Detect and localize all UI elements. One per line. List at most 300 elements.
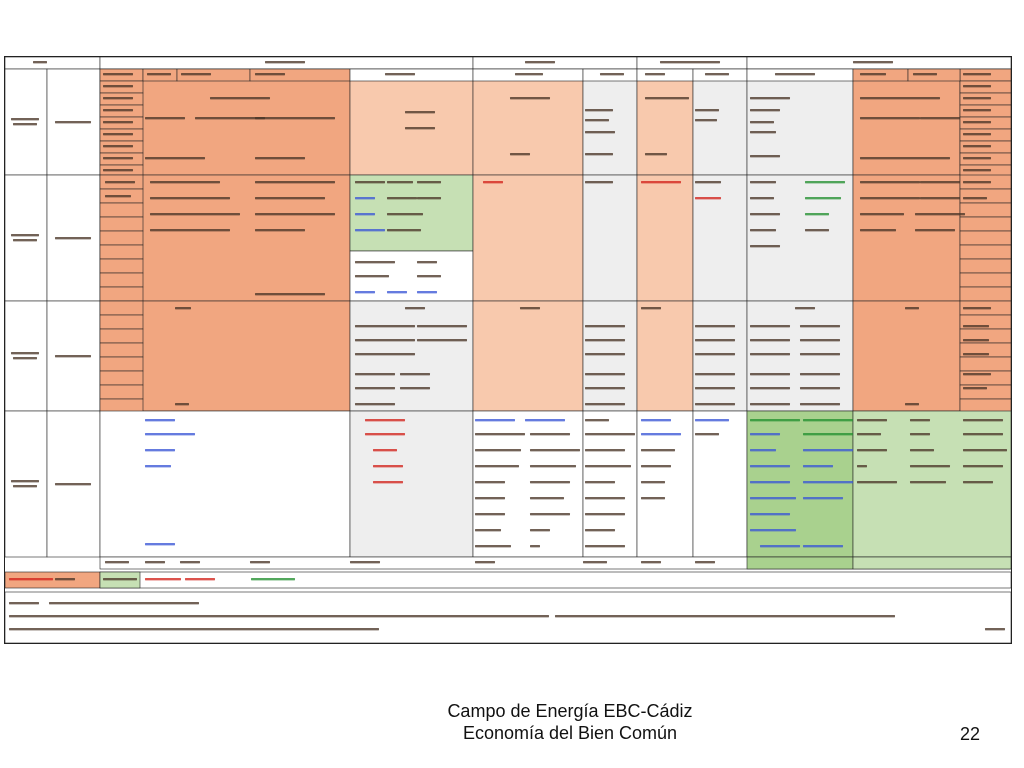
slide-footer-title bbox=[380, 700, 760, 744]
table-cell bbox=[637, 69, 693, 175]
blurred-text-stroke bbox=[803, 545, 843, 547]
table-cell bbox=[350, 411, 473, 557]
footer-line-1: Campo de Energía EBC-Cádiz bbox=[447, 701, 693, 721]
blurred-text-stroke bbox=[750, 109, 780, 111]
blurred-text-stroke bbox=[800, 373, 840, 375]
header-cell bbox=[473, 57, 637, 69]
blurred-text-stroke bbox=[387, 197, 417, 199]
blurred-text-stroke bbox=[641, 419, 671, 421]
blurred-text-stroke bbox=[530, 513, 570, 515]
blurred-text-stroke bbox=[585, 545, 625, 547]
blurred-text-stroke bbox=[145, 449, 175, 451]
blurred-text-stroke bbox=[9, 615, 549, 617]
blurred-text-stroke bbox=[857, 465, 867, 467]
blurred-text-stroke bbox=[750, 325, 790, 327]
blurred-text-stroke bbox=[857, 419, 887, 421]
table-cell bbox=[100, 301, 143, 315]
blurred-text-stroke bbox=[963, 169, 991, 171]
blurred-text-stroke bbox=[963, 181, 991, 183]
blurred-text-stroke bbox=[11, 234, 39, 236]
blurred-text-stroke bbox=[355, 291, 375, 293]
blurred-text-stroke bbox=[387, 291, 407, 293]
blurred-text-stroke bbox=[750, 339, 790, 341]
blurred-text-stroke bbox=[355, 229, 385, 231]
blurred-text-stroke bbox=[103, 109, 133, 111]
blurred-text-stroke bbox=[750, 353, 790, 355]
blurred-text-stroke bbox=[147, 73, 171, 75]
blurred-text-stroke bbox=[803, 497, 843, 499]
blurred-text-stroke bbox=[530, 481, 570, 483]
row-label-cell bbox=[5, 175, 47, 301]
blurred-text-stroke bbox=[365, 419, 405, 421]
blurred-text-stroke bbox=[475, 449, 521, 451]
blurred-text-stroke bbox=[55, 578, 75, 580]
blurred-text-stroke bbox=[805, 197, 841, 199]
blurred-text-stroke bbox=[750, 403, 790, 405]
blurred-text-stroke bbox=[857, 481, 897, 483]
table-cell bbox=[473, 69, 583, 175]
header-cell bbox=[5, 57, 100, 69]
blurred-text-stroke bbox=[255, 157, 305, 159]
blurred-text-stroke bbox=[803, 481, 853, 483]
blurred-text-stroke bbox=[641, 481, 665, 483]
table-cell bbox=[960, 217, 1011, 231]
blurred-text-stroke bbox=[150, 213, 240, 215]
table-cell bbox=[100, 411, 350, 557]
blurred-text-stroke bbox=[905, 307, 919, 309]
page-number: 22 bbox=[960, 724, 981, 744]
blurred-text-stroke bbox=[645, 97, 689, 99]
blurred-text-stroke bbox=[355, 261, 395, 263]
blurred-text-stroke bbox=[583, 561, 607, 563]
blurred-text-stroke bbox=[13, 239, 37, 241]
blurred-text-stroke bbox=[695, 339, 735, 341]
blurred-text-stroke bbox=[417, 181, 441, 183]
blurred-text-stroke bbox=[585, 433, 635, 435]
blurred-text-stroke bbox=[417, 339, 467, 341]
blurred-text-stroke bbox=[175, 403, 189, 405]
blurred-text-stroke bbox=[11, 352, 39, 354]
blurred-text-stroke bbox=[585, 497, 625, 499]
blurred-text-stroke bbox=[963, 85, 991, 87]
blurred-text-stroke bbox=[555, 615, 895, 617]
blurred-text-stroke bbox=[641, 307, 661, 309]
blurred-text-stroke bbox=[525, 419, 565, 421]
blurred-text-stroke bbox=[660, 61, 720, 63]
table-cell bbox=[960, 357, 1011, 371]
blurred-text-stroke bbox=[195, 117, 265, 119]
blurred-text-stroke bbox=[645, 73, 665, 75]
blurred-text-stroke bbox=[530, 529, 550, 531]
blurred-text-stroke bbox=[405, 111, 435, 113]
table-cell bbox=[960, 203, 1011, 217]
blurred-text-stroke bbox=[857, 433, 881, 435]
blurred-text-stroke bbox=[350, 561, 380, 563]
blurred-text-stroke bbox=[105, 195, 131, 197]
blurred-text-stroke bbox=[585, 353, 625, 355]
blurred-text-stroke bbox=[695, 325, 735, 327]
blurred-text-stroke bbox=[417, 197, 441, 199]
table-cell bbox=[853, 301, 960, 411]
table-cell bbox=[583, 69, 637, 175]
table-cell bbox=[100, 231, 143, 245]
blurred-text-stroke bbox=[405, 307, 425, 309]
blurred-text-stroke bbox=[963, 325, 989, 327]
blurred-text-stroke bbox=[475, 419, 515, 421]
blurred-text-stroke bbox=[910, 419, 930, 421]
blurred-text-stroke bbox=[145, 578, 181, 580]
blurred-text-stroke bbox=[803, 419, 853, 421]
blurred-text-stroke bbox=[805, 213, 829, 215]
table-cell bbox=[747, 301, 853, 411]
blurred-text-stroke bbox=[175, 307, 191, 309]
blurred-text-stroke bbox=[405, 127, 435, 129]
blurred-text-stroke bbox=[860, 157, 950, 159]
blurred-text-stroke bbox=[475, 561, 495, 563]
blurred-text-stroke bbox=[963, 353, 989, 355]
blurred-text-stroke bbox=[145, 543, 175, 545]
blurred-text-stroke bbox=[355, 213, 375, 215]
blurred-text-stroke bbox=[400, 387, 430, 389]
blurred-text-stroke bbox=[695, 387, 735, 389]
blurred-text-stroke bbox=[750, 131, 776, 133]
blurred-text-stroke bbox=[417, 261, 437, 263]
blurred-text-stroke bbox=[641, 449, 675, 451]
blurred-text-stroke bbox=[750, 155, 780, 157]
table-cell bbox=[473, 175, 583, 301]
blurred-text-stroke bbox=[255, 197, 325, 199]
blurred-text-stroke bbox=[530, 449, 580, 451]
blurred-text-stroke bbox=[695, 403, 735, 405]
blurred-text-stroke bbox=[963, 145, 991, 147]
blurred-text-stroke bbox=[750, 529, 796, 531]
blurred-text-stroke bbox=[55, 121, 91, 123]
blurred-text-stroke bbox=[585, 131, 615, 133]
blurred-text-stroke bbox=[365, 433, 405, 435]
blurred-text-stroke bbox=[750, 481, 790, 483]
table-cell bbox=[100, 259, 143, 273]
blurred-text-stroke bbox=[963, 97, 991, 99]
table-cell bbox=[100, 343, 143, 357]
table-cell bbox=[583, 411, 637, 557]
notes-area bbox=[5, 592, 1011, 643]
blurred-text-stroke bbox=[255, 181, 335, 183]
blurred-text-stroke bbox=[145, 157, 205, 159]
blurred-text-stroke bbox=[355, 353, 415, 355]
table-cell bbox=[693, 301, 747, 411]
blurred-text-stroke bbox=[355, 387, 395, 389]
blurred-text-stroke bbox=[963, 387, 987, 389]
blurred-text-stroke bbox=[103, 121, 133, 123]
table-cell bbox=[583, 175, 637, 301]
blurred-text-stroke bbox=[641, 465, 671, 467]
blurred-text-stroke bbox=[417, 275, 441, 277]
blurred-text-stroke bbox=[387, 181, 413, 183]
blurred-text-stroke bbox=[400, 373, 430, 375]
blurred-text-stroke bbox=[145, 465, 171, 467]
blurred-text-stroke bbox=[963, 373, 991, 375]
table-cell bbox=[100, 203, 143, 217]
blurred-text-stroke bbox=[805, 229, 829, 231]
table-cell bbox=[693, 411, 747, 557]
blurred-text-stroke bbox=[963, 419, 1003, 421]
spreadsheet-table-image bbox=[4, 56, 1012, 644]
blurred-text-stroke bbox=[750, 197, 774, 199]
blurred-text-stroke bbox=[585, 325, 625, 327]
blurred-text-stroke bbox=[355, 339, 415, 341]
footer-line-2: Economía del Bien Común bbox=[462, 723, 678, 743]
table-cell bbox=[100, 273, 143, 287]
blurred-text-stroke bbox=[510, 153, 530, 155]
blurred-text-stroke bbox=[645, 153, 667, 155]
blurred-text-stroke bbox=[355, 181, 385, 183]
blurred-text-stroke bbox=[800, 339, 840, 341]
blurred-text-stroke bbox=[963, 133, 991, 135]
table-cell bbox=[637, 301, 693, 411]
blurred-text-stroke bbox=[963, 157, 991, 159]
blurred-text-stroke bbox=[750, 419, 800, 421]
blurred-text-stroke bbox=[585, 109, 613, 111]
blurred-text-stroke bbox=[585, 119, 609, 121]
blurred-text-stroke bbox=[695, 373, 735, 375]
blurred-text-stroke bbox=[695, 197, 721, 199]
blurred-text-stroke bbox=[355, 275, 389, 277]
blurred-text-stroke bbox=[103, 133, 133, 135]
blurred-text-stroke bbox=[860, 197, 920, 199]
blurred-text-stroke bbox=[9, 628, 379, 630]
blurred-text-stroke bbox=[181, 73, 211, 75]
blurred-text-stroke bbox=[860, 97, 940, 99]
blurred-text-stroke bbox=[103, 157, 133, 159]
blurred-text-stroke bbox=[910, 481, 946, 483]
blurred-text-stroke bbox=[750, 513, 790, 515]
blurred-text-stroke bbox=[585, 153, 613, 155]
blurred-text-stroke bbox=[145, 419, 175, 421]
table-cell bbox=[100, 357, 143, 371]
blurred-text-stroke bbox=[145, 117, 185, 119]
table-cell bbox=[747, 411, 853, 557]
blurred-text-stroke bbox=[860, 229, 896, 231]
blurred-text-stroke bbox=[910, 465, 950, 467]
blurred-text-stroke bbox=[180, 561, 200, 563]
blurred-text-stroke bbox=[373, 449, 397, 451]
blurred-text-stroke bbox=[585, 339, 625, 341]
blurred-text-stroke bbox=[695, 419, 729, 421]
blurred-text-stroke bbox=[150, 181, 220, 183]
blurred-text-stroke bbox=[150, 197, 230, 199]
blurred-text-stroke bbox=[103, 169, 133, 171]
blurred-text-stroke bbox=[860, 73, 886, 75]
table-cell bbox=[637, 411, 693, 557]
blurred-text-stroke bbox=[145, 561, 165, 563]
table-cell bbox=[960, 231, 1011, 245]
blurred-text-stroke bbox=[750, 121, 774, 123]
blurred-text-stroke bbox=[355, 197, 375, 199]
table-cell bbox=[960, 259, 1011, 273]
blurred-text-stroke bbox=[963, 109, 991, 111]
blurred-text-stroke bbox=[13, 357, 37, 359]
blurred-text-stroke bbox=[800, 353, 840, 355]
blurred-text-stroke bbox=[695, 109, 719, 111]
blurred-text-stroke bbox=[515, 73, 543, 75]
blurred-text-stroke bbox=[475, 433, 525, 435]
blurred-text-stroke bbox=[475, 529, 501, 531]
table-cell bbox=[747, 557, 853, 569]
blurred-text-stroke bbox=[49, 602, 199, 604]
blurred-text-stroke bbox=[255, 229, 305, 231]
blurred-text-stroke bbox=[510, 97, 550, 99]
blurred-text-stroke bbox=[355, 403, 395, 405]
blurred-text-stroke bbox=[750, 497, 796, 499]
row-label-cell bbox=[5, 301, 47, 411]
blurred-text-stroke bbox=[750, 433, 780, 435]
blurred-text-stroke bbox=[910, 433, 930, 435]
blurred-text-stroke bbox=[55, 483, 91, 485]
row-label-cell bbox=[5, 411, 47, 557]
blurred-text-stroke bbox=[210, 97, 270, 99]
blurred-text-stroke bbox=[530, 465, 576, 467]
blurred-text-stroke bbox=[641, 433, 681, 435]
blurred-text-stroke bbox=[55, 237, 91, 239]
table-cell bbox=[853, 411, 1011, 557]
blurred-text-stroke bbox=[803, 449, 853, 451]
blurred-text-stroke bbox=[530, 497, 564, 499]
blurred-text-stroke bbox=[255, 117, 335, 119]
blurred-text-stroke bbox=[803, 465, 833, 467]
table-cell bbox=[583, 301, 637, 411]
blurred-text-stroke bbox=[373, 481, 403, 483]
blurred-text-stroke bbox=[9, 578, 53, 580]
blurred-text-stroke bbox=[963, 449, 1007, 451]
blurred-text-stroke bbox=[853, 61, 893, 63]
blurred-text-stroke bbox=[185, 578, 215, 580]
blurred-text-stroke bbox=[387, 229, 421, 231]
table-cell bbox=[473, 411, 583, 557]
table-cell bbox=[853, 557, 1011, 569]
table-cell bbox=[100, 329, 143, 343]
blurred-text-stroke bbox=[641, 181, 681, 183]
blurred-text-stroke bbox=[963, 197, 987, 199]
blurred-text-stroke bbox=[103, 85, 133, 87]
blurred-text-stroke bbox=[695, 561, 715, 563]
table-cell bbox=[693, 175, 747, 301]
blurred-text-stroke bbox=[150, 229, 230, 231]
blurred-text-stroke bbox=[695, 181, 721, 183]
table-cell bbox=[960, 287, 1011, 301]
blurred-text-stroke bbox=[695, 433, 719, 435]
row-label-cell bbox=[5, 69, 47, 175]
blurred-text-stroke bbox=[920, 117, 960, 119]
blurred-text-stroke bbox=[11, 480, 39, 482]
blurred-text-stroke bbox=[11, 118, 39, 120]
blurred-text-stroke bbox=[103, 578, 137, 580]
table-cell bbox=[693, 69, 747, 175]
blurred-text-stroke bbox=[373, 465, 403, 467]
blurred-text-stroke bbox=[860, 181, 920, 183]
blurred-text-stroke bbox=[255, 213, 335, 215]
blurred-text-stroke bbox=[695, 119, 717, 121]
table-cell bbox=[960, 245, 1011, 259]
table-cell bbox=[350, 301, 473, 411]
blurred-text-stroke bbox=[860, 213, 904, 215]
blurred-text-stroke bbox=[750, 245, 780, 247]
blurred-text-stroke bbox=[385, 73, 415, 75]
blurred-text-stroke bbox=[13, 485, 37, 487]
blurred-text-stroke bbox=[55, 355, 91, 357]
blurred-text-stroke bbox=[483, 181, 503, 183]
blurred-text-stroke bbox=[530, 433, 570, 435]
blurred-text-stroke bbox=[750, 465, 790, 467]
table-cell bbox=[100, 217, 143, 231]
blurred-text-stroke bbox=[255, 293, 325, 295]
table-cell bbox=[100, 287, 143, 301]
blurred-text-stroke bbox=[585, 419, 609, 421]
blurred-text-stroke bbox=[803, 433, 853, 435]
blurred-text-stroke bbox=[913, 73, 937, 75]
blurred-text-stroke bbox=[800, 403, 840, 405]
blurred-text-stroke bbox=[585, 513, 625, 515]
blurred-text-stroke bbox=[417, 291, 437, 293]
blurred-text-stroke bbox=[985, 628, 1005, 630]
blurred-text-stroke bbox=[525, 61, 555, 63]
blurred-text-stroke bbox=[105, 561, 129, 563]
table-cell bbox=[853, 175, 960, 301]
blurred-text-stroke bbox=[795, 307, 815, 309]
blurred-text-stroke bbox=[251, 578, 295, 580]
table-cell bbox=[960, 189, 1011, 203]
blurred-text-stroke bbox=[800, 325, 840, 327]
blurred-text-stroke bbox=[103, 145, 133, 147]
blurred-text-stroke bbox=[475, 497, 505, 499]
blurred-text-stroke bbox=[750, 229, 776, 231]
table-cell bbox=[637, 175, 693, 301]
blurred-text-stroke bbox=[585, 181, 613, 183]
blurred-text-stroke bbox=[355, 373, 395, 375]
blurred-text-stroke bbox=[585, 449, 625, 451]
blurred-text-stroke bbox=[255, 73, 285, 75]
blurred-text-stroke bbox=[33, 61, 47, 63]
blurred-text-stroke bbox=[963, 481, 993, 483]
blurred-text-stroke bbox=[750, 373, 790, 375]
blurred-text-stroke bbox=[475, 513, 505, 515]
blurred-text-stroke bbox=[475, 545, 511, 547]
blurred-text-stroke bbox=[963, 121, 991, 123]
blurred-text-stroke bbox=[760, 545, 800, 547]
blurred-text-stroke bbox=[105, 181, 135, 183]
legend-row bbox=[100, 572, 1011, 588]
blurred-text-stroke bbox=[600, 73, 624, 75]
blurred-text-stroke bbox=[355, 325, 415, 327]
blurred-text-stroke bbox=[250, 561, 270, 563]
blurred-text-stroke bbox=[387, 213, 423, 215]
blurred-text-stroke bbox=[750, 449, 776, 451]
blurred-text-stroke bbox=[695, 353, 735, 355]
blurred-text-stroke bbox=[920, 181, 960, 183]
blurred-text-stroke bbox=[915, 229, 955, 231]
blurred-text-stroke bbox=[585, 373, 625, 375]
blurred-text-stroke bbox=[963, 73, 991, 75]
blurred-text-stroke bbox=[920, 197, 960, 199]
blurred-text-stroke bbox=[705, 73, 729, 75]
blurred-text-stroke bbox=[750, 213, 780, 215]
blurred-text-stroke bbox=[417, 325, 467, 327]
table-cell bbox=[100, 371, 143, 385]
blurred-text-stroke bbox=[585, 465, 631, 467]
blurred-text-stroke bbox=[585, 403, 625, 405]
blurred-text-stroke bbox=[145, 433, 195, 435]
blurred-text-stroke bbox=[585, 481, 615, 483]
blurred-text-stroke bbox=[9, 602, 39, 604]
